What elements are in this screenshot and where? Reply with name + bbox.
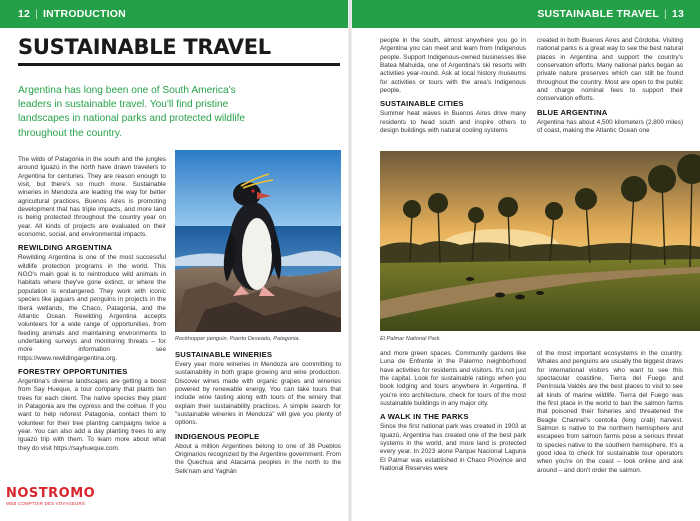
right-page-column-2-top	[537, 37, 683, 147]
body-paragraph: Rewilding Argentina is one of the most successful wildlife protection programs in the world. This NGO's main goal is to reintroduce wild animals in habitats where they've gone extinct, or where the population is endangered. They work with iconic species like jaguars and penguins in projects in the Iberá wetlands, the Chaco, Patagonia, and the Atlantic Ocean. Rewilding Argentina accepts volunteers for a wide range of opportunities, from feeding animals and maintaining environments to undertaking surveys and monitoring threats – for more information see https://www.rewildingargentina.org.	[18, 254, 166, 362]
body-paragraph: Summer heat waves in Buenos Aires drive many residents to head south and inspire others to design buildings with natural cooling systems	[380, 110, 526, 135]
right-header-text	[537, 8, 684, 20]
body-paragraph: About a million Argentines belong to one of 38 Pueblos Originarios recognized by the Argentine government. From the Quechua and Atacama peoples in the north to the Selk'nam and Yaghán	[175, 442, 341, 475]
intro-paragraph: Argentina has long been one of South America's leaders in sustainable travel. You'll find pristine landscapes in national parks and protected wildlife throughout the country.	[18, 85, 246, 139]
body-paragraph: Argentina's diverse landscapes are getting a boost from Say Hueque, a tour company that plants ten trees for each client. The native species they plant in Patagonia are the cypress and the coihue. If you want to help reforest Patagonia, contact them to volunteer for their tree planting campaigns twice a year. You can also add a day planting trees to any Iguazú trip with them. To learn more about what they do visit https://sayhueque.com.	[18, 377, 166, 452]
title-rule	[18, 63, 340, 66]
right-page-column-1-top	[380, 37, 526, 147]
section-heading-indigenous: INDIGENOUS PEOPLE	[175, 431, 260, 441]
section-heading-parks: A WALK IN THE PARKS	[380, 412, 469, 422]
palm-park-photo	[380, 151, 700, 331]
left-page-column-2	[175, 350, 341, 510]
section-name-left: INTRODUCTION	[43, 8, 126, 20]
section-name-right: SUSTAINABLE TRAVEL	[537, 8, 659, 20]
penguin-caption: Rockhopper penguin, Puerto Deseado, Patagonia.	[175, 336, 301, 342]
page-number-left: 12	[18, 8, 31, 20]
left-header-text	[18, 8, 126, 20]
palm-caption: El Palmar National Park.	[380, 336, 441, 342]
penguin-photo	[175, 150, 341, 332]
logo-tagline: WEB COMPTOIR DES VOYAGEURS	[6, 501, 85, 506]
body-paragraph: people in the south, almost anywhere you go in Argentina you can meet and learn from Indigenous people. Support Indigenous-owned businesses like Batea Mahuida, one of Argentina's ski resorts with activities year-round. Ask at local history museums for activities or tours with the area's Indigenous people.	[380, 37, 526, 95]
section-heading-rewilding: REWILDING ARGENTINA	[18, 243, 113, 253]
section-heading-forestry: FORESTRY OPPORTUNITIES	[18, 366, 128, 376]
header-divider: |	[35, 8, 39, 20]
body-paragraph: The wilds of Patagonia in the south and the jungles around Iguazú in the north have drawn travelers to Argentina for centuries. They are reason enough to visit, but there's so much more. Sustainable wineries in Mendoza are leading the way for better agricultural practices, Buenos Aires is promoting development that has triple impacts, and more land is being protected throughout the country year on year. All kinds of projects are evaluated on their economic, social, and environmental impacts.	[18, 156, 166, 239]
right-page-header	[350, 0, 700, 28]
nostromo-logo	[4, 485, 96, 507]
page-number-right: 13	[671, 8, 684, 20]
body-paragraph: and more green spaces. Community gardens like Luna de Enfrente in the Palermo neighborhood have activities for residents and visitors. It's not just the capital. Look for sustainable ratings when you book lodging and tours anywhere in Argentina. If you're into architecture, check for tours of the most sustainable buildings in any major city.	[380, 350, 526, 408]
header-divider: |	[663, 8, 667, 20]
section-heading-blue: BLUE ARGENTINA	[537, 107, 608, 117]
left-page-column-1	[18, 156, 166, 508]
logo-brand: NOSTROMO	[6, 486, 96, 501]
body-paragraph: Since the first national park was created in 1903 at Iguazú, Argentina has created one of the best park systems in the world, and more land is protected every year. In 2023 alone Parque Nacional Laguna El Palmar was established in Chaco Province and National Reserves were	[380, 423, 526, 473]
section-heading-cities: SUSTAINABLE CITIES	[380, 99, 464, 109]
left-page-header	[0, 0, 350, 28]
right-page-column-2-bottom	[537, 350, 683, 508]
section-heading-wineries: SUSTAINABLE WINERIES	[175, 350, 273, 359]
body-paragraph: created in both Buenos Aires and Córdoba. Visiting national parks is a great way to see the best natural places in Argentina and support the country's conservation efforts. Many national parks began as private nature preserves which can still be found throughout the country. Most are open to the public and charge nominal fees to support their conservation efforts.	[537, 37, 683, 103]
right-page-column-1-bottom	[380, 350, 526, 508]
book-gutter	[348, 0, 352, 521]
body-paragraph: Every year more wineries in Mendoza are committing to sustainability in both grape growing and wine production. Discover wines made with organic grapes and wineries powered by renewable energy. You can take tours that include wine tasting along with tours of the winery that explain their sustainability practices. A simple search for "sustainable wineries in Mendoza" will give you plenty of options.	[175, 361, 341, 427]
body-paragraph: Argentina has about 4,500 kilometers (2,800 miles) of coast, making the Atlantic Ocean one	[537, 118, 683, 135]
page-title: SUSTAINABLE TRAVEL	[18, 35, 271, 59]
body-paragraph: of the most important ecosystems in the country. Whales and penguins are usually the biggest draws for international visitors who want to see this spectacular coastline. Tierra del Fuego and Península Valdés are the best places to visit to see all kinds of marine wildlife. Tierra del Fuego was the first place in the world to ban the salmon farms that poisoned their fisheries and threatened the Beagle Channel's centolla (king crab) harvest. Salmon is native to the northern hemisphere and escapees from salmon farms pose a serious threat to species native to the southern hemisphere. It's a good idea to check for sustainable tour operators when you're on the coast – look online and ask around – and don't order the salmon.	[537, 350, 683, 474]
